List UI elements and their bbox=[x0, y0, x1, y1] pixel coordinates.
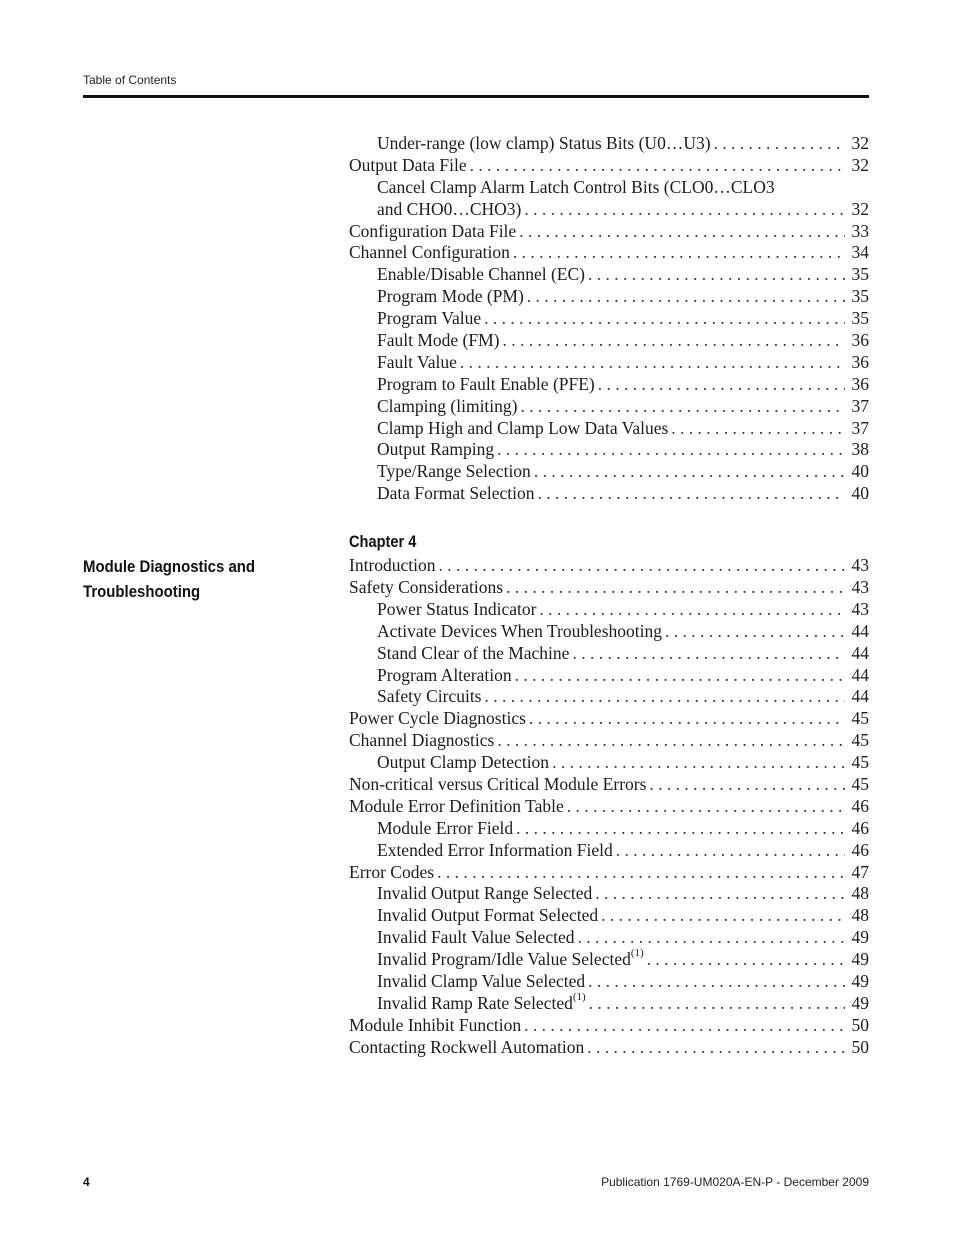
section-gap bbox=[349, 505, 869, 529]
toc-entry-title bbox=[377, 752, 549, 774]
toc-entry-page: 32 bbox=[851, 132, 869, 153]
toc-entry-title-text: Module Inhibit Function bbox=[349, 1014, 522, 1035]
toc-entry[interactable] bbox=[349, 133, 869, 155]
toc-entry-title-text: Program Alteration bbox=[377, 664, 512, 685]
toc-entry-title-text: Under-range (low clamp) Status Bits (U0…U3) bbox=[377, 132, 711, 153]
toc-entry-page: 34 bbox=[851, 242, 869, 263]
dot-leader bbox=[665, 621, 845, 643]
toc-entry[interactable] bbox=[349, 352, 869, 374]
toc-entry-title-text: and CHO0…CHO3) bbox=[377, 198, 522, 219]
toc-entry-title-text: Fault Mode (FM) bbox=[377, 330, 500, 350]
toc-entry-title-text: Power Status Indicator bbox=[377, 598, 537, 619]
toc-entry-title-text: Invalid Program/Idle Value Selected bbox=[377, 949, 631, 970]
toc-entry-title-text: Data Format Selection bbox=[377, 483, 535, 504]
toc-entry[interactable] bbox=[349, 555, 869, 577]
toc-entry-page: 44 bbox=[851, 620, 869, 641]
toc-entry[interactable] bbox=[349, 599, 869, 621]
toc-entry[interactable] bbox=[349, 774, 869, 796]
toc-entry[interactable] bbox=[349, 330, 869, 352]
dot-leader bbox=[484, 308, 845, 330]
table-of-contents bbox=[349, 133, 869, 1059]
dot-leader bbox=[671, 418, 845, 440]
toc-entry-title bbox=[377, 330, 500, 352]
dot-leader bbox=[539, 599, 845, 621]
toc-entry-page: 37 bbox=[851, 417, 869, 438]
toc-entry[interactable] bbox=[349, 461, 869, 483]
toc-entry-title-text: Error Codes bbox=[349, 861, 435, 882]
toc-entry-title bbox=[377, 286, 524, 308]
toc-entry-title bbox=[349, 862, 434, 884]
toc-entry-title-text: Power Cycle Diagnostics bbox=[349, 708, 526, 729]
toc-entry-title-text: Fault Value bbox=[377, 351, 457, 372]
toc-entry-title-text: Output Data File bbox=[349, 154, 467, 175]
dot-leader bbox=[437, 862, 845, 884]
toc-entry-page: 46 bbox=[851, 839, 869, 860]
toc-entry[interactable] bbox=[349, 818, 869, 840]
toc-entry-page: 49 bbox=[851, 971, 869, 992]
dot-leader bbox=[588, 971, 845, 993]
toc-entry[interactable] bbox=[349, 686, 869, 708]
toc-entry-title-text: Invalid Output Format Selected bbox=[377, 905, 599, 926]
toc-entry-title bbox=[377, 686, 482, 708]
toc-entry-title-text: Channel Diagnostics bbox=[349, 730, 495, 751]
toc-entry[interactable] bbox=[349, 199, 869, 221]
toc-entry[interactable] bbox=[349, 483, 869, 505]
toc-entry-title bbox=[377, 883, 592, 905]
toc-entry-title bbox=[377, 927, 574, 949]
toc-entry-page: 48 bbox=[851, 905, 869, 926]
toc-entry-page: 43 bbox=[851, 598, 869, 619]
toc-entry-title-text: Clamp High and Clamp Low Data Values bbox=[377, 417, 669, 438]
toc-entry[interactable] bbox=[349, 264, 869, 286]
toc-entry[interactable] bbox=[349, 730, 869, 752]
dot-leader bbox=[537, 483, 845, 505]
toc-entry-title-text: Invalid Fault Value Selected bbox=[377, 927, 575, 948]
running-head: Table of Contents bbox=[83, 73, 177, 87]
dot-leader bbox=[516, 818, 845, 840]
dot-leader bbox=[616, 840, 845, 862]
toc-entry-page: 48 bbox=[851, 883, 869, 904]
toc-entry[interactable] bbox=[349, 439, 869, 461]
toc-entry-title bbox=[349, 708, 526, 730]
header-rule bbox=[83, 95, 869, 98]
toc-entry-title-text: Clamping (limiting) bbox=[377, 395, 518, 416]
toc-entry-title-text: Safety Circuits bbox=[377, 686, 482, 707]
toc-entry-title-text: Output Clamp Detection bbox=[377, 752, 550, 773]
toc-entry[interactable] bbox=[349, 286, 869, 308]
toc-entry-title-text: Introduction bbox=[349, 555, 436, 576]
dot-leader bbox=[519, 221, 845, 243]
toc-entry-title-text: Extended Error Information Field bbox=[377, 839, 613, 860]
toc-entry-page: 43 bbox=[851, 577, 869, 598]
dot-leader bbox=[513, 242, 845, 264]
toc-entry-page: 36 bbox=[851, 351, 869, 372]
toc-entry-title bbox=[349, 221, 516, 243]
dot-leader bbox=[497, 730, 845, 752]
toc-entry[interactable] bbox=[349, 949, 869, 971]
toc-entry-title bbox=[377, 818, 513, 840]
toc-entry-title bbox=[377, 264, 585, 286]
toc-entry-title-text: Type/Range Selection bbox=[377, 461, 531, 482]
toc-entry-page: 37 bbox=[851, 395, 869, 416]
toc-entry[interactable] bbox=[349, 155, 869, 177]
toc-entry[interactable] bbox=[349, 621, 869, 643]
footnote-marker: (1) bbox=[572, 991, 586, 1004]
toc-entry-title bbox=[377, 374, 595, 396]
toc-entry-title bbox=[377, 199, 521, 221]
page-number: 4 bbox=[83, 1175, 90, 1189]
dot-leader bbox=[552, 752, 845, 774]
toc-entry[interactable] bbox=[349, 1015, 869, 1037]
toc-entry-title-text: Stand Clear of the Machine bbox=[377, 642, 570, 663]
toc-entry-title bbox=[349, 730, 494, 752]
toc-entry-title bbox=[377, 418, 668, 440]
toc-entry-title bbox=[349, 1015, 521, 1037]
toc-entry[interactable] bbox=[349, 796, 869, 818]
toc-entry-title bbox=[349, 796, 564, 818]
toc-chapter-entries bbox=[349, 555, 869, 1058]
toc-entry-title-text: Program to Fault Enable (PFE) bbox=[377, 373, 595, 394]
toc-entry-title bbox=[377, 621, 662, 643]
toc-entry-title-text: Invalid Clamp Value Selected bbox=[377, 971, 586, 992]
toc-entry-title-text: Contacting Rockwell Automation bbox=[349, 1036, 585, 1057]
dot-leader bbox=[534, 461, 845, 483]
chapter-title: Module Diagnostics and Troubleshooting bbox=[83, 557, 256, 601]
toc-entry-page: 32 bbox=[851, 198, 869, 219]
toc-entry-page: 49 bbox=[851, 992, 869, 1013]
toc-entry-title bbox=[377, 133, 711, 155]
dot-leader bbox=[595, 883, 845, 905]
dot-leader bbox=[503, 330, 846, 352]
toc-entry-title bbox=[377, 177, 775, 199]
publication-info: Publication 1769-UM020A-EN-P - December 2009 bbox=[601, 1175, 869, 1189]
dot-leader bbox=[485, 686, 846, 708]
toc-entry[interactable] bbox=[349, 862, 869, 884]
toc-entry-title bbox=[377, 461, 531, 483]
toc-entry-title-text: Cancel Clamp Alarm Latch Control Bits (CLO0…CLO3 bbox=[377, 176, 775, 197]
dot-leader bbox=[647, 949, 845, 971]
toc-entry-title bbox=[349, 155, 467, 177]
toc-entry[interactable] bbox=[349, 374, 869, 396]
toc-entry-title bbox=[377, 308, 481, 330]
toc-entry-title bbox=[377, 599, 536, 621]
toc-entry-page: 49 bbox=[851, 949, 869, 970]
toc-entry-page: 32 bbox=[851, 154, 869, 175]
toc-entry-title bbox=[377, 971, 585, 993]
dot-leader bbox=[589, 993, 845, 1015]
toc-entry[interactable] bbox=[349, 927, 869, 949]
toc-entry-title bbox=[349, 555, 436, 577]
toc-entry[interactable] bbox=[349, 752, 869, 774]
dot-leader bbox=[714, 133, 845, 155]
toc-entry-title bbox=[377, 993, 586, 1015]
toc-entry-title bbox=[377, 483, 534, 505]
toc-entry-page: 45 bbox=[851, 774, 869, 795]
toc-entry-title-text: Module Error Field bbox=[377, 817, 514, 838]
toc-entry-page: 50 bbox=[851, 1014, 869, 1035]
toc-entry[interactable] bbox=[349, 905, 869, 927]
toc-entry-title bbox=[349, 1037, 584, 1059]
toc-entry-page: 47 bbox=[851, 861, 869, 882]
dot-leader bbox=[497, 439, 845, 461]
dot-leader bbox=[572, 643, 845, 665]
toc-entry-page: 33 bbox=[851, 220, 869, 241]
toc-entry-title-text: Channel Configuration bbox=[349, 242, 510, 263]
toc-entry-title-text: Invalid Ramp Rate Selected bbox=[377, 992, 573, 1013]
toc-entry-title bbox=[377, 949, 644, 971]
toc-entry-title-text: Module Error Definition Table bbox=[349, 795, 564, 816]
toc-entry-title-text: Enable/Disable Channel (EC) bbox=[377, 264, 585, 285]
toc-entry[interactable] bbox=[349, 577, 869, 599]
toc-entry-page: 38 bbox=[851, 439, 869, 460]
toc-entry-title-text: Activate Devices When Troubleshooting bbox=[377, 620, 662, 641]
toc-entry-title bbox=[377, 840, 613, 862]
toc-entry-title bbox=[377, 396, 517, 418]
toc-entry-page: 44 bbox=[851, 686, 869, 707]
dot-leader bbox=[577, 927, 845, 949]
dot-leader bbox=[460, 352, 845, 374]
toc-entry[interactable] bbox=[349, 643, 869, 665]
toc-entry-page: 44 bbox=[851, 664, 869, 685]
toc-entry-title bbox=[377, 439, 494, 461]
dot-leader bbox=[601, 905, 845, 927]
toc-entry-page: 44 bbox=[851, 642, 869, 663]
dot-leader bbox=[649, 774, 845, 796]
toc-entry-title-text: Output Ramping bbox=[377, 439, 495, 460]
toc-entry-page: 46 bbox=[851, 795, 869, 816]
toc-entry-title-text: Configuration Data File bbox=[349, 220, 517, 241]
dot-leader bbox=[524, 199, 845, 221]
toc-entry-page: 50 bbox=[851, 1036, 869, 1057]
toc-entry-title-text: Program Value bbox=[377, 308, 482, 329]
toc-entry-page: 40 bbox=[851, 483, 869, 504]
toc-entry[interactable] bbox=[349, 665, 869, 687]
toc-entry-page: 45 bbox=[851, 708, 869, 729]
toc-entry[interactable] bbox=[349, 221, 869, 243]
dot-leader bbox=[515, 665, 845, 687]
dot-leader bbox=[470, 155, 845, 177]
dot-leader bbox=[506, 577, 845, 599]
chapter-label: Chapter 4 bbox=[349, 532, 417, 552]
toc-entry-title-text: Safety Considerations bbox=[349, 577, 504, 598]
toc-entry-page: 43 bbox=[851, 555, 869, 576]
toc-entry[interactable] bbox=[349, 418, 869, 440]
toc-entry-title bbox=[377, 905, 598, 927]
toc-entry-page: 49 bbox=[851, 927, 869, 948]
toc-entry-page: 46 bbox=[851, 817, 869, 838]
toc-entry-title bbox=[349, 242, 510, 264]
toc-entry[interactable] bbox=[349, 993, 869, 1015]
toc-entry-page: 45 bbox=[851, 730, 869, 751]
toc-entry[interactable] bbox=[349, 884, 869, 906]
toc-entry[interactable] bbox=[349, 242, 869, 264]
toc-entry-title bbox=[377, 665, 512, 687]
toc-entry[interactable] bbox=[349, 840, 869, 862]
toc-entry[interactable] bbox=[349, 708, 869, 730]
toc-section-continued bbox=[349, 133, 869, 505]
dot-leader bbox=[587, 1037, 845, 1059]
toc-entry-page: 35 bbox=[851, 286, 869, 307]
toc-entry-title bbox=[349, 774, 646, 796]
dot-leader bbox=[527, 286, 845, 308]
dot-leader bbox=[529, 708, 845, 730]
toc-entry-page: 36 bbox=[851, 330, 869, 350]
toc-entry-page: 36 bbox=[851, 373, 869, 394]
toc-entry-title bbox=[377, 352, 457, 374]
toc-entry-title-text: Non-critical versus Critical Module Errors bbox=[349, 774, 647, 795]
dot-leader bbox=[524, 1015, 845, 1037]
footnote-marker: (1) bbox=[630, 947, 644, 960]
toc-entry[interactable] bbox=[349, 971, 869, 993]
dot-leader bbox=[588, 264, 845, 286]
toc-entry-title bbox=[349, 577, 503, 599]
toc-entry-title-text: Invalid Output Range Selected bbox=[377, 883, 593, 904]
toc-entry[interactable] bbox=[349, 177, 869, 199]
toc-entry-page: 40 bbox=[851, 461, 869, 482]
dot-leader bbox=[520, 396, 845, 418]
toc-entry[interactable] bbox=[349, 1037, 869, 1059]
toc-entry-title bbox=[377, 643, 569, 665]
toc-entry-title-text: Program Mode (PM) bbox=[377, 286, 524, 307]
toc-entry-page: 35 bbox=[851, 308, 869, 329]
dot-leader bbox=[439, 555, 845, 577]
toc-entry[interactable] bbox=[349, 396, 869, 418]
dot-leader bbox=[567, 796, 845, 818]
toc-entry-page: 45 bbox=[851, 752, 869, 773]
dot-leader bbox=[598, 374, 845, 396]
toc-entry-page: 35 bbox=[851, 264, 869, 285]
toc-entry[interactable] bbox=[349, 308, 869, 330]
